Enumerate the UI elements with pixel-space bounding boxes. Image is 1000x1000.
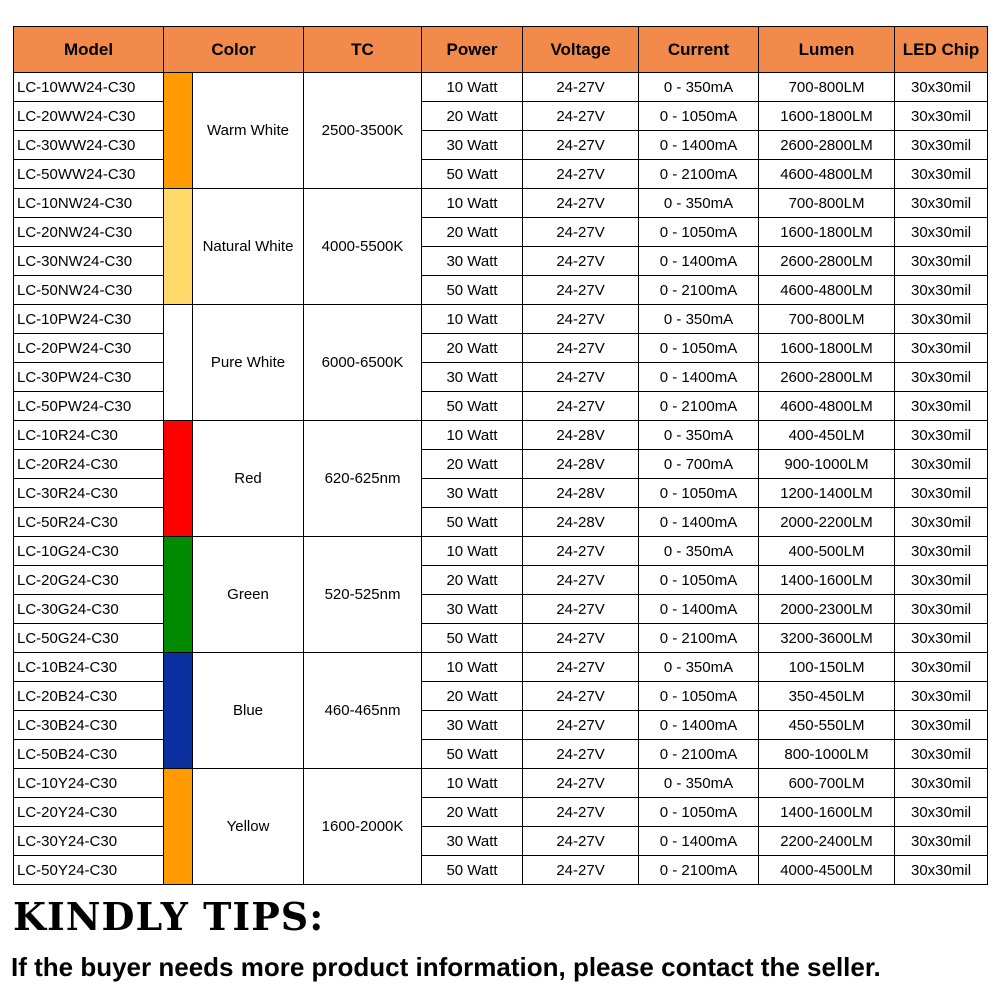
model-cell: LC-50Y24-C30 — [14, 856, 164, 885]
voltage-cell: 24-27V — [523, 218, 639, 247]
lumen-cell: 2600-2800LM — [759, 363, 895, 392]
led-chip-cell: 30x30mil — [895, 798, 988, 827]
model-cell: LC-50R24-C30 — [14, 508, 164, 537]
lumen-cell: 2200-2400LM — [759, 827, 895, 856]
color-swatch — [164, 305, 193, 421]
current-cell: 0 - 1400mA — [639, 508, 759, 537]
model-cell: LC-30B24-C30 — [14, 711, 164, 740]
lumen-cell: 900-1000LM — [759, 450, 895, 479]
table-row — [14, 856, 988, 885]
table-row — [14, 624, 988, 653]
voltage-cell: 24-27V — [523, 798, 639, 827]
model-cell: LC-30R24-C30 — [14, 479, 164, 508]
current-cell: 0 - 2100mA — [639, 160, 759, 189]
led-chip-cell: 30x30mil — [895, 479, 988, 508]
current-cell: 0 - 1400mA — [639, 595, 759, 624]
tips-text: If the buyer needs more product information, please contact the seller. — [11, 952, 881, 982]
table-row — [14, 73, 988, 102]
voltage-cell: 24-27V — [523, 653, 639, 682]
voltage-cell: 24-27V — [523, 73, 639, 102]
current-cell: 0 - 2100mA — [639, 856, 759, 885]
lumen-cell: 2000-2200LM — [759, 508, 895, 537]
led-chip-cell: 30x30mil — [895, 537, 988, 566]
voltage-cell: 24-27V — [523, 595, 639, 624]
model-cell: LC-50G24-C30 — [14, 624, 164, 653]
led-chip-cell: 30x30mil — [895, 334, 988, 363]
table-row — [14, 450, 988, 479]
led-chip-cell: 30x30mil — [895, 624, 988, 653]
led-chip-cell: 30x30mil — [895, 711, 988, 740]
lumen-cell: 700-800LM — [759, 305, 895, 334]
voltage-cell: 24-27V — [523, 856, 639, 885]
color-swatch — [164, 537, 193, 653]
lumen-cell: 1600-1800LM — [759, 218, 895, 247]
model-cell: LC-20R24-C30 — [14, 450, 164, 479]
led-chip-cell: 30x30mil — [895, 102, 988, 131]
power-cell: 20 Watt — [422, 102, 523, 131]
spec-table-body — [14, 73, 988, 885]
current-cell: 0 - 700mA — [639, 450, 759, 479]
model-cell: LC-20B24-C30 — [14, 682, 164, 711]
current-cell: 0 - 2100mA — [639, 624, 759, 653]
power-cell: 50 Watt — [422, 740, 523, 769]
current-cell: 0 - 1400mA — [639, 247, 759, 276]
table-row — [14, 827, 988, 856]
led-chip-cell: 30x30mil — [895, 247, 988, 276]
model-cell: LC-20PW24-C30 — [14, 334, 164, 363]
table-row — [14, 479, 988, 508]
power-cell: 20 Watt — [422, 682, 523, 711]
current-cell: 0 - 350mA — [639, 189, 759, 218]
table-row — [14, 421, 988, 450]
color-name-cell: Green — [193, 537, 304, 653]
model-cell: LC-10PW24-C30 — [14, 305, 164, 334]
power-cell: 50 Watt — [422, 508, 523, 537]
header-tc: TC — [304, 27, 422, 73]
header-lumen: Lumen — [759, 27, 895, 73]
led-chip-cell: 30x30mil — [895, 363, 988, 392]
color-name-cell: Warm White — [193, 73, 304, 189]
current-cell: 0 - 1400mA — [639, 131, 759, 160]
power-cell: 30 Watt — [422, 131, 523, 160]
power-cell: 50 Watt — [422, 856, 523, 885]
tc-cell: 520-525nm — [304, 537, 422, 653]
table-row — [14, 363, 988, 392]
table-row — [14, 160, 988, 189]
table-row — [14, 595, 988, 624]
led-chip-cell: 30x30mil — [895, 421, 988, 450]
current-cell: 0 - 1050mA — [639, 102, 759, 131]
voltage-cell: 24-27V — [523, 189, 639, 218]
color-name-cell: Red — [193, 421, 304, 537]
power-cell: 20 Watt — [422, 798, 523, 827]
led-chip-cell: 30x30mil — [895, 218, 988, 247]
tc-cell: 460-465nm — [304, 653, 422, 769]
power-cell: 30 Watt — [422, 479, 523, 508]
current-cell: 0 - 2100mA — [639, 276, 759, 305]
voltage-cell: 24-27V — [523, 247, 639, 276]
table-row — [14, 247, 988, 276]
lumen-cell: 4000-4500LM — [759, 856, 895, 885]
led-chip-cell: 30x30mil — [895, 160, 988, 189]
model-cell: LC-20Y24-C30 — [14, 798, 164, 827]
table-row — [14, 653, 988, 682]
model-cell: LC-10Y24-C30 — [14, 769, 164, 798]
led-chip-cell: 30x30mil — [895, 508, 988, 537]
led-chip-cell: 30x30mil — [895, 73, 988, 102]
model-cell: LC-50NW24-C30 — [14, 276, 164, 305]
led-chip-cell: 30x30mil — [895, 276, 988, 305]
power-cell: 30 Watt — [422, 363, 523, 392]
lumen-cell: 2600-2800LM — [759, 131, 895, 160]
table-row — [14, 508, 988, 537]
power-cell: 20 Watt — [422, 566, 523, 595]
current-cell: 0 - 1050mA — [639, 479, 759, 508]
current-cell: 0 - 1050mA — [639, 334, 759, 363]
table-row — [14, 682, 988, 711]
current-cell: 0 - 1400mA — [639, 363, 759, 392]
power-cell: 30 Watt — [422, 595, 523, 624]
voltage-cell: 24-27V — [523, 566, 639, 595]
voltage-cell: 24-28V — [523, 508, 639, 537]
current-cell: 0 - 350mA — [639, 421, 759, 450]
model-cell: LC-50WW24-C30 — [14, 160, 164, 189]
table-row — [14, 334, 988, 363]
lumen-cell: 450-550LM — [759, 711, 895, 740]
voltage-cell: 24-27V — [523, 392, 639, 421]
power-cell: 50 Watt — [422, 160, 523, 189]
model-cell: LC-10WW24-C30 — [14, 73, 164, 102]
model-cell: LC-20NW24-C30 — [14, 218, 164, 247]
model-cell: LC-10G24-C30 — [14, 537, 164, 566]
lumen-cell: 1400-1600LM — [759, 566, 895, 595]
current-cell: 0 - 1400mA — [639, 711, 759, 740]
header-power: Power — [422, 27, 523, 73]
color-name-cell: Blue — [193, 653, 304, 769]
power-cell: 10 Watt — [422, 769, 523, 798]
voltage-cell: 24-28V — [523, 450, 639, 479]
current-cell: 0 - 1400mA — [639, 827, 759, 856]
color-swatch — [164, 421, 193, 537]
power-cell: 20 Watt — [422, 450, 523, 479]
voltage-cell: 24-28V — [523, 479, 639, 508]
table-row — [14, 102, 988, 131]
model-cell: LC-30NW24-C30 — [14, 247, 164, 276]
table-row — [14, 189, 988, 218]
table-row — [14, 131, 988, 160]
led-chip-cell: 30x30mil — [895, 653, 988, 682]
color-swatch — [164, 189, 193, 305]
voltage-cell: 24-27V — [523, 276, 639, 305]
voltage-cell: 24-27V — [523, 740, 639, 769]
current-cell: 0 - 1050mA — [639, 566, 759, 595]
table-row — [14, 711, 988, 740]
led-chip-cell: 30x30mil — [895, 566, 988, 595]
power-cell: 10 Watt — [422, 537, 523, 566]
led-chip-cell: 30x30mil — [895, 189, 988, 218]
power-cell: 30 Watt — [422, 827, 523, 856]
led-chip-cell: 30x30mil — [895, 856, 988, 885]
model-cell: LC-20WW24-C30 — [14, 102, 164, 131]
color-name-cell: Yellow — [193, 769, 304, 885]
power-cell: 20 Watt — [422, 218, 523, 247]
lumen-cell: 700-800LM — [759, 189, 895, 218]
model-cell: LC-20G24-C30 — [14, 566, 164, 595]
tips-title: KINDLY TIPS: — [13, 894, 325, 939]
voltage-cell: 24-27V — [523, 537, 639, 566]
model-cell: LC-30PW24-C30 — [14, 363, 164, 392]
tc-cell: 2500-3500K — [304, 73, 422, 189]
table-row — [14, 798, 988, 827]
current-cell: 0 - 350mA — [639, 537, 759, 566]
voltage-cell: 24-27V — [523, 363, 639, 392]
power-cell: 10 Watt — [422, 305, 523, 334]
voltage-cell: 24-27V — [523, 131, 639, 160]
lumen-cell: 1400-1600LM — [759, 798, 895, 827]
lumen-cell: 3200-3600LM — [759, 624, 895, 653]
header-voltage: Voltage — [523, 27, 639, 73]
model-cell: LC-10NW24-C30 — [14, 189, 164, 218]
lumen-cell: 800-1000LM — [759, 740, 895, 769]
table-row — [14, 740, 988, 769]
current-cell: 0 - 1050mA — [639, 218, 759, 247]
voltage-cell: 24-27V — [523, 334, 639, 363]
current-cell: 0 - 2100mA — [639, 740, 759, 769]
current-cell: 0 - 2100mA — [639, 392, 759, 421]
power-cell: 10 Watt — [422, 189, 523, 218]
lumen-cell: 1600-1800LM — [759, 102, 895, 131]
tc-cell: 6000-6500K — [304, 305, 422, 421]
led-chip-cell: 30x30mil — [895, 392, 988, 421]
voltage-cell: 24-28V — [523, 421, 639, 450]
voltage-cell: 24-27V — [523, 102, 639, 131]
tc-cell: 620-625nm — [304, 421, 422, 537]
current-cell: 0 - 350mA — [639, 653, 759, 682]
table-row — [14, 537, 988, 566]
power-cell: 30 Watt — [422, 711, 523, 740]
power-cell: 10 Watt — [422, 421, 523, 450]
header-led-chip: LED Chip — [895, 27, 988, 73]
power-cell: 30 Watt — [422, 247, 523, 276]
power-cell: 50 Watt — [422, 276, 523, 305]
lumen-cell: 700-800LM — [759, 73, 895, 102]
model-cell: LC-30G24-C30 — [14, 595, 164, 624]
model-cell: LC-10R24-C30 — [14, 421, 164, 450]
lumen-cell: 400-450LM — [759, 421, 895, 450]
model-cell: LC-50B24-C30 — [14, 740, 164, 769]
current-cell: 0 - 1050mA — [639, 682, 759, 711]
model-cell: LC-10B24-C30 — [14, 653, 164, 682]
table-row — [14, 218, 988, 247]
voltage-cell: 24-27V — [523, 682, 639, 711]
color-swatch — [164, 653, 193, 769]
voltage-cell: 24-27V — [523, 769, 639, 798]
header-model: Model — [14, 27, 164, 73]
color-swatch — [164, 769, 193, 885]
lumen-cell: 1600-1800LM — [759, 334, 895, 363]
led-chip-cell: 30x30mil — [895, 305, 988, 334]
color-name-cell: Pure White — [193, 305, 304, 421]
led-chip-cell: 30x30mil — [895, 595, 988, 624]
model-cell: LC-30Y24-C30 — [14, 827, 164, 856]
current-cell: 0 - 350mA — [639, 769, 759, 798]
lumen-cell: 350-450LM — [759, 682, 895, 711]
lumen-cell: 4600-4800LM — [759, 160, 895, 189]
lumen-cell: 100-150LM — [759, 653, 895, 682]
header-color: Color — [164, 27, 304, 73]
led-chip-cell: 30x30mil — [895, 131, 988, 160]
voltage-cell: 24-27V — [523, 160, 639, 189]
led-chip-cell: 30x30mil — [895, 450, 988, 479]
spec-table — [13, 26, 988, 885]
table-header-row — [14, 27, 988, 73]
model-cell: LC-50PW24-C30 — [14, 392, 164, 421]
voltage-cell: 24-27V — [523, 827, 639, 856]
table-row — [14, 276, 988, 305]
model-cell: LC-30WW24-C30 — [14, 131, 164, 160]
power-cell: 50 Watt — [422, 624, 523, 653]
table-row — [14, 769, 988, 798]
led-chip-cell: 30x30mil — [895, 769, 988, 798]
header-current: Current — [639, 27, 759, 73]
lumen-cell: 1200-1400LM — [759, 479, 895, 508]
color-swatch — [164, 73, 193, 189]
power-cell: 10 Watt — [422, 73, 523, 102]
current-cell: 0 - 350mA — [639, 73, 759, 102]
voltage-cell: 24-27V — [523, 305, 639, 334]
led-chip-cell: 30x30mil — [895, 827, 988, 856]
power-cell: 20 Watt — [422, 334, 523, 363]
table-row — [14, 566, 988, 595]
lumen-cell: 4600-4800LM — [759, 276, 895, 305]
power-cell: 50 Watt — [422, 392, 523, 421]
lumen-cell: 600-700LM — [759, 769, 895, 798]
current-cell: 0 - 350mA — [639, 305, 759, 334]
led-chip-cell: 30x30mil — [895, 740, 988, 769]
power-cell: 10 Watt — [422, 653, 523, 682]
color-name-cell: Natural White — [193, 189, 304, 305]
lumen-cell: 400-500LM — [759, 537, 895, 566]
led-chip-cell: 30x30mil — [895, 682, 988, 711]
lumen-cell: 2600-2800LM — [759, 247, 895, 276]
table-row — [14, 392, 988, 421]
lumen-cell: 2000-2300LM — [759, 595, 895, 624]
voltage-cell: 24-27V — [523, 711, 639, 740]
table-row — [14, 305, 988, 334]
tc-cell: 1600-2000K — [304, 769, 422, 885]
voltage-cell: 24-27V — [523, 624, 639, 653]
tc-cell: 4000-5500K — [304, 189, 422, 305]
lumen-cell: 4600-4800LM — [759, 392, 895, 421]
current-cell: 0 - 1050mA — [639, 798, 759, 827]
